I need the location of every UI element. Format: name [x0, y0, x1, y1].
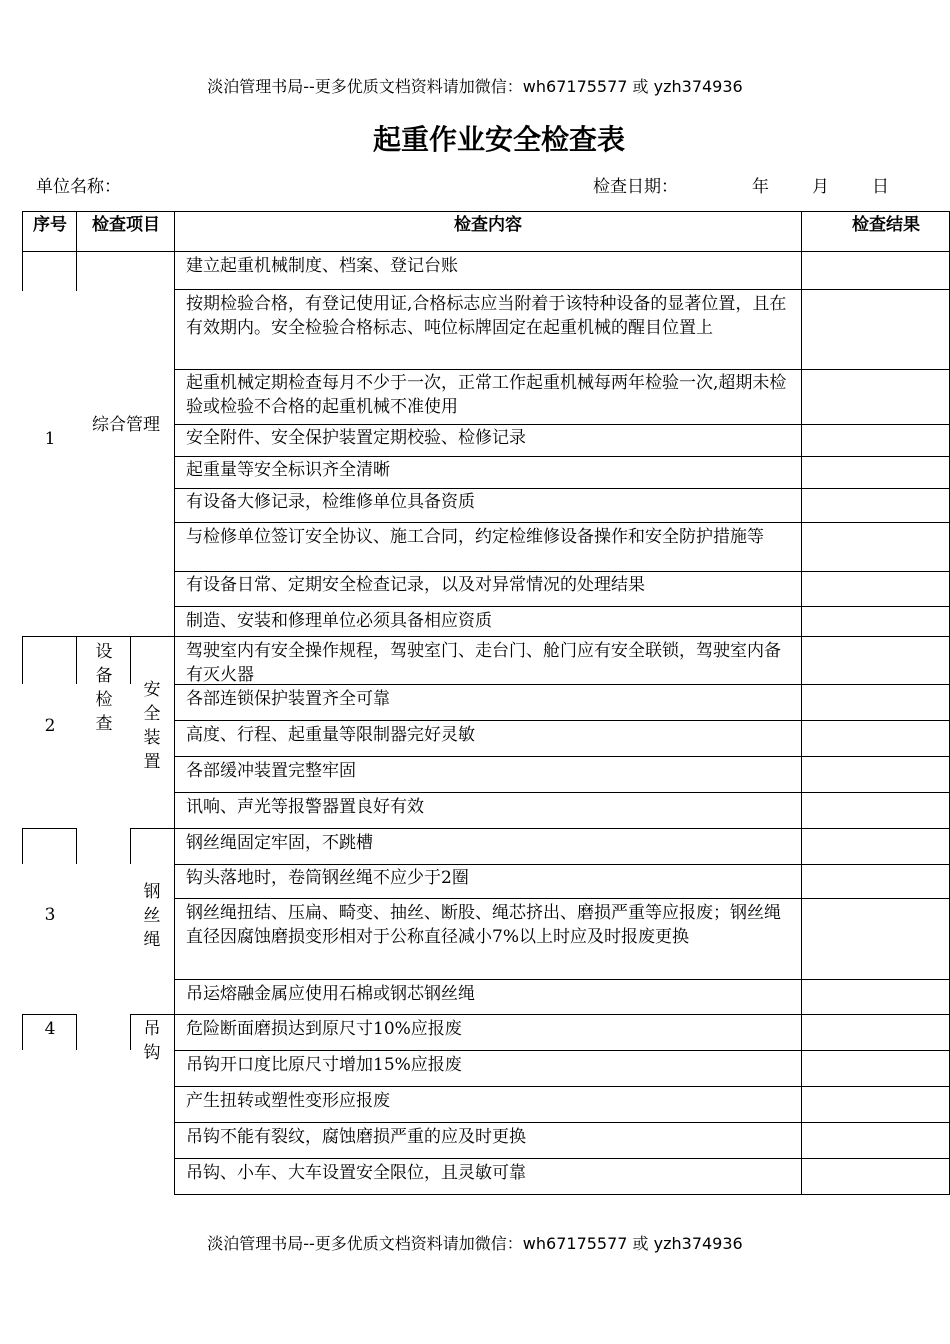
date-label: 检查日期：: [593, 177, 678, 197]
date-day: 日: [872, 177, 889, 197]
column-header-content: 检查内容: [454, 215, 522, 235]
check-item: 起重量等安全标识齐全清晰: [186, 460, 390, 480]
section-item-2: 设备检查: [95, 642, 113, 734]
header-note: 淡泊管理书局--更多优质文档资料请加微信：wh67175577 或 yzh374936: [207, 77, 743, 96]
check-item: 起重机械定期检查每月不少于一次，正常工作起重机械每两年检验一次,超期未检验或检验不合格的起重机械不准使用: [186, 373, 787, 417]
check-item: 产生扭转或塑性变形应报废: [186, 1091, 390, 1111]
check-item: 钢丝绳固定牢固，不跳槽: [186, 833, 373, 853]
column-header-result: 检查结果: [852, 215, 920, 235]
date-month: 月: [812, 177, 829, 197]
check-item: 吊钩、小车、大车设置安全限位，且灵敏可靠: [186, 1163, 526, 1183]
section-seq-3: 3: [44, 905, 56, 925]
check-item: 制造、安装和修理单位必须具备相应资质: [186, 611, 492, 631]
section-sub-2: 安全装置: [143, 680, 161, 772]
check-item: 按期检验合格，有登记使用证,合格标志应当附着于该特种设备的显著位置，且在有效期内。安全检验合格标志、吨位标牌固定在起重机械的醒目位置上: [186, 294, 787, 338]
footer-note: 淡泊管理书局--更多优质文档资料请加微信：wh67175577 或 yzh374936: [207, 1234, 743, 1253]
check-item: 吊运熔融金属应使用石棉或钢芯钢丝绳: [186, 984, 475, 1004]
check-item: 安全附件、安全保护装置定期校验、检修记录: [186, 428, 526, 448]
check-item: 建立起重机械制度、档案、登记台账: [186, 256, 458, 276]
check-item: 高度、行程、起重量等限制器完好灵敏: [186, 725, 475, 745]
column-header-seq: 序号: [33, 215, 67, 235]
check-item: 各部缓冲装置完整牢固: [186, 761, 356, 781]
check-item: 与检修单位签订安全协议、施工合同，约定检维修设备操作和安全防护措施等: [186, 527, 764, 547]
date-year: 年: [752, 177, 769, 197]
check-item: 各部连锁保护装置齐全可靠: [186, 689, 390, 709]
section-item-1: 综合管理: [92, 415, 160, 435]
check-item: 有设备大修记录，检维修单位具备资质: [186, 492, 475, 512]
section-seq-2: 2: [44, 716, 56, 736]
page-title: 起重作业安全检查表: [372, 123, 625, 156]
check-item: 吊钩不能有裂纹，腐蚀磨损严重的应及时更换: [186, 1127, 526, 1147]
section-sub-3: 钢丝绳: [143, 882, 161, 950]
section-seq-4: 4: [44, 1019, 56, 1039]
check-item: 钢丝绳扭结、压扁、畸变、抽丝、断股、绳芯挤出、磨损严重等应报废；钢丝绳直径因腐蚀磨损变形相对于公称直径减小7%以上时应及时报废更换: [186, 903, 781, 947]
check-item: 有设备日常、定期安全检查记录，以及对异常情况的处理结果: [186, 575, 645, 595]
section-sub-4: 吊钩: [143, 1019, 161, 1063]
check-item: 驾驶室内有安全操作规程，驾驶室门、走台门、舱门应有安全联锁，驾驶室内备有灭火器: [186, 641, 781, 685]
check-item: 钩头落地时，卷筒钢丝绳不应少于2圈: [186, 868, 469, 888]
column-header-item: 检查项目: [92, 215, 160, 235]
check-item: 吊钩开口度比原尺寸增加15%应报废: [186, 1055, 462, 1075]
check-item: 讯响、声光等报警器置良好有效: [186, 797, 424, 817]
unit-name-label: 单位名称：: [36, 177, 121, 197]
section-seq-1: 1: [44, 429, 56, 449]
check-item: 危险断面磨损达到原尺寸10%应报废: [186, 1019, 462, 1039]
